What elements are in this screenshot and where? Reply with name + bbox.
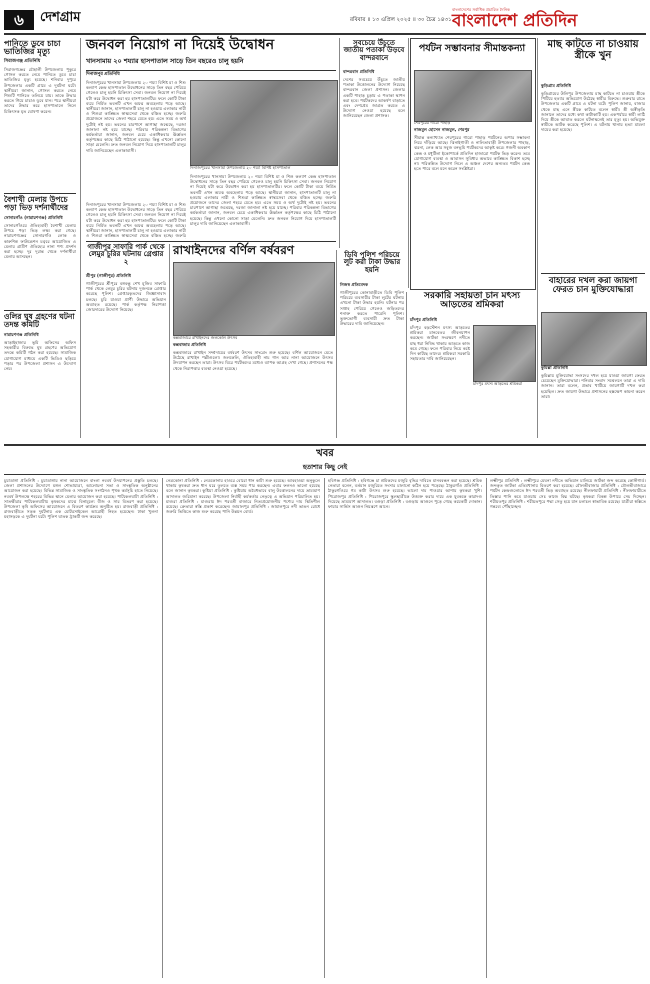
news-column-1: চুয়াডাঙ্গা প্রতিনিধি : চুয়াডাঙ্গায় নানা আয়োজনে বাংলা নববর্ষ উদযাপনের প্রস্তুতি চলছে। জেলা প্রশাসনের উদ্যোগে মঙ্গল শোভাযাত্রা, আলোচনা সভা ও সাংস্কৃতিক অনুষ্ঠানের আয়োজন করা হয়েছে। বিভিন্ন সামাজিক ও সাংস্কৃতিক সংগঠনও পৃথক কর্মসূচি হাতে নিয়েছে। নববর্ষ উপলক্ষে শহরের বিভিন্ন স্থানে মেলার আয়োজন করা হয়েছে। পাটকেলঘাটা প্রতিনিধি : সাতক্ষীরার পাটকেলঘাটায় কৃষকদের মাঝে বিনামূল্যে বীজ ও সার বিতরণ করা হয়েছে। উপজেলা কৃষি অফিসের আয়োজনে এ বিতরণ কার্যক্রম অনুষ্ঠিত হয়। রাজবাড়ী প্রতিনিধি : রাজবাড়ীতে সড়ক দুর্ঘটনায় এক মোটরসাইকেল আরোহী নিহত হয়েছেন। ঢাকা খুলনা মহাসড়কে এ দুর্ঘটনা ঘটে। পুলিশ ঘাতক ট্রাকটি জব্দ করেছে। [4,478,158,520]
rule-left-1 [4,193,76,194]
land-photo [541,312,647,366]
date-line: রবিবার ॥ ১৩ এপ্রিল ২০২৫ ॥ ৩০ চৈত্র ১৪৩১ [350,17,452,23]
byline-tourism: নাজমুল হোসেন নাজমুল, শেরপুর [414,127,470,132]
workers-photo-caption: চাঁদপুর মৎস্য আড়তের শ্রমিকরা [473,381,523,386]
lead-text-continued: দিনাজপুরের খানসামা উপজেলায় ২০ শয্যা বিশিষ্ট মা ও শিশু কল্যাণ কেন্দ্র হাসপাতাল উদ্বোধনের সাড়ে তিন বছর পেরিয়ে গেলেও চালু হয়নি চিকিৎসা সেবা। জনবল নিয়োগ না দিয়েই ঘটা করে উদ্বোধন করা হয় হাসপাতালটির। ফলে কোটি টাকা ব্যয়ে নির্মিত ভবনটি এখন অযত্ন অবহেলায় পড়ে আছে। স্থানীয়রা জানান, হাসপাতালটি চালু না হওয়ায় এলাকার নারী ও শিশুরা কাঙ্ক্ষিত স্বাস্থ্যসেবা থেকে বঞ্চিত হচ্ছে। জরুরি প্রয়োজনে তাদের জেলা শহরে যেতে হয়। এতে সময় ও অর্থ দুটোই নষ্ট হয়। ভবনের চারপাশে আগাছা জন্মেছে, দরজা জানালা নষ্ট হয়ে যাচ্ছে। পরিবার পরিকল্পনা বিভাগের কর্মকর্তারা জানান, জনবল চেয়ে একাধিকবার ঊর্ধ্বতন কর্তৃপক্ষের কাছে চিঠি পাঠানো হয়েছে। কিন্তু এখনো কোনো সাড়া মেলেনি। দ্রুত জনবল নিয়োগ দিয়ে হাসপাতালটি চালুর দাবি জানিয়েছেন এলাকাবাসী। [190,174,336,226]
headline-rakhain: রাখাইনদের বর্ণিল বর্ষবরণ [173,243,295,257]
headline-tourism: পর্যটন সম্ভাবনার সীমান্তকন্যা [418,43,526,54]
byline-land: কুমিল্লা প্রতিনিধি [541,365,568,370]
text-flag: দেশের সবচেয়ে উঁচুতে জাতীয় পতাকা উত্তোলনের উদ্যোগ নিয়েছে বান্দরবান জেলা প্রশাসন। জেলার একটি পাহাড় চূড়ায় এ পতাকা স্থাপন করা হবে। পর্যটকদের আকর্ষণ বাড়াতে এবং দেশপ্রেম জাগ্রত করতে এ উদ্যোগ নেওয়া হয়েছে বলে জানিয়েছেন জেলা প্রশাসক। [343,77,405,119]
headline-land: বাহারের দখল করা জায়গা ফেরত চান মুক্তিযোদ্ধারা [548,276,638,295]
text-rakhain: কক্সবাজারে রাখাইন সম্প্রদায়ের বর্ষবরণ উৎসব সাংগ্রেং শুরু হয়েছে। বর্ণিল আয়োজনে মেতে উঠেছে রাখাইন পল্লীগুলো। জলকেলি, ঐতিহ্যবাহী নাচ গান আর নানা আয়োজনে উৎসব উদযাপন করছেন তারা। উৎসব ঘিরে পর্যটকদের মধ্যেও ব্যাপক আগ্রহ দেখা গেছে। প্রশাসনের পক্ষ থেকে নিরাপত্তার ব্যবস্থা নেওয়া হয়েছে। [173,350,333,371]
news-divider-3 [486,478,487,978]
byline-park: শ্রীপুর (গাজীপুর) প্রতিনিধি [86,273,132,278]
text-drown: সিরাজগঞ্জের চৌহালী উপজেলায় পুকুরে গোসল করতে নেমে পানিতে ডুবে চাচা ভাতিজির মৃত্যু হয়েছে। শনিবার দুপুরে উপজেলার একটি গ্রামে এ দুর্ঘটনা ঘটে। স্থানীয়রা জানান, গোসল করতে নেমে শিশুটি পানিতে তলিয়ে যায়। তাকে উদ্ধার করতে গিয়ে চাচাও ডুবে যান। পরে স্থানীয়রা তাদের উদ্ধার করে হাসপাতালে নিলে চিকিৎসক মৃত ঘোষণা করেন। [4,67,76,114]
col-divider-2 [339,38,340,248]
byline-robbery: নিজস্ব প্রতিবেদক [340,282,369,287]
col-divider-5 [169,244,170,438]
byline-drown: সিরাজগঞ্জ প্রতিনিধি [4,59,41,64]
rule-right-1 [541,273,645,274]
byline-fish: কুড়িগ্রাম প্রতিনিধি [541,83,571,88]
text-workers: চাঁদপুর বড়স্টেশন মৎস্য আড়তের শ্রমিকরা মানবেতর জীবনযাপন করছেন। জাটকা সংরক্ষণে নদীতে মাছ ধরা নিষিদ্ধ থাকায় আড়তে কাজ কমে গেছে। ফলে পরিবার নিয়ে কষ্টে দিন কাটছে তাদের। শ্রমিকরা সরকারি সহায়তার দাবি জানিয়েছেন। [410,325,470,362]
lead-text: দিনাজপুরের খানসামা উপজেলায় ২০ শয্যা বিশিষ্ট মা ও শিশু কল্যাণ কেন্দ্র হাসপাতাল উদ্বোধনের সাড়ে তিন বছর পেরিয়ে গেলেও চালু হয়নি চিকিৎসা সেবা। জনবল নিয়োগ না দিয়েই ঘটা করে উদ্বোধন করা হয় হাসপাতালটির। ফলে কোটি টাকা ব্যয়ে নির্মিত ভবনটি এখন অযত্ন অবহেলায় পড়ে আছে। স্থানীয়রা জানান, হাসপাতালটি চালু না হওয়ায় এলাকার নারী ও শিশুরা কাঙ্ক্ষিত স্বাস্থ্যসেবা থেকে বঞ্চিত হচ্ছে। জরুরি প্রয়োজনে তাদের জেলা শহরে যেতে হয়। এতে সময় ও অর্থ দুটোই নষ্ট হয়। ভবনের চারপাশে আগাছা জন্মেছে, দরজা জানালা নষ্ট হয়ে যাচ্ছে। পরিবার পরিকল্পনা বিভাগের কর্মকর্তারা জানান, জনবল চেয়ে একাধিকবার ঊর্ধ্বতন কর্তৃপক্ষের কাছে চিঠি পাঠানো হয়েছে। কিন্তু এখনো কোনো সাড়া মেলেনি। দ্রুত জনবল নিয়োগ দিয়ে হাসপাতালটি চালুর দাবি জানিয়েছেন এলাকাবাসী। [86,80,186,153]
text-oli: আড়াইহাজার ভূমি অফিসের অফিস সহকারীর বিরুদ্ধে ঘুষ গ্রহণের অভিযোগ তদন্তে কমিটি গঠন করা হয়েছে। সামাজিক যোগাযোগ মাধ্যমে একটি ভিডিও ছড়িয়ে পড়ার পর উপজেলা প্রশাসন এ উদ্যোগ নেয়। [4,340,76,372]
headline-flag: সবচেয়ে উঁচুতে জাতীয় পতাকা উড়বে বান্দরবানে [343,39,405,62]
section-name: দেশগ্রাম [40,10,81,25]
byline-flag: বান্দরবান প্রতিনিধি [343,69,375,74]
news-section-top-rule [4,444,646,446]
text-tourism: সীমান্ত কন্যাখ্যাত শেরপুরের গারো পাহাড় পর্যটনের অপার সম্ভাবনা নিয়ে দাঁড়িয়ে আছে। ঝিনাইগাতী ও নালিতাবাড়ী উপজেলার পাহাড়, ঝরনা, লেক আর সবুজ বনভূমি পর্যটকদের আকৃষ্ট করে। গজনী অবকাশ কেন্দ্র ও মধুটিলা ইকোপার্কে প্রতিদিন হাজারো পর্যটক ভিড় করেন। তবে যোগাযোগ ব্যবস্থা ও আবাসন সুবিধার অভাবে কাঙ্ক্ষিত বিকাশ হচ্ছে না। পরিকল্পিত উদ্যোগ নিলে এ অঞ্চল দেশের অন্যতম পর্যটন কেন্দ্র হতে পারে বলে মনে করেন সংশ্লিষ্টরা। [414,135,530,172]
logo: বাংলাদেশ প্রতিদিন [452,11,578,31]
text-robbery: গাজীপুরের কোনাবাড়ীতে ডিবি পুলিশ পরিচয়ে ব্যবসায়ীর টাকা লুটের ঘটনায় এখনো টাকা উদ্ধার হয়নি। ঘটনার পর সপ্তাহ পেরিয়ে গেলেও জড়িতদের শনাক্ত করতে পারেনি পুলিশ। ভুক্তভোগী ব্যবসায়ী দ্রুত টাকা উদ্ধারের দাবি জানিয়েছেন। [340,290,404,327]
lead-byline: দিনাজপুর প্রতিনিধি [86,72,120,77]
lead-photo-caption: দিনাজপুরের খানসামা উপজেলায় ২০ শয্যা বিশিষ্ট হাসপাতাল [190,165,291,170]
headline-park: গাজীপুর সাফারি পার্ক থেকে লেমুর চুরির ঘটনায় গ্রেপ্তার ২ [87,243,165,266]
col-divider-6 [336,250,337,438]
workers-photo [473,325,536,382]
col-divider-7 [406,292,407,438]
lead-subheadline: খানসামায় ২০ শয্যার হাসপাতাল সাড়ে তিন বছরেও চালু হয়নি [86,57,244,65]
lead-headline: জনবল নিয়োগ না দিয়েই উদ্বোধন [86,37,275,53]
text-fair: সোনারগাঁওয়ে ঐতিহ্যবাহী বৈশাখী মেলায় উপচে পড়া ভিড় লক্ষ্য করা গেছে। নারায়ণগঞ্জের সোনারগাঁও লোক ও কারুশিল্প ফাউন্ডেশন চত্বরে আয়োজিত এ মেলায় গ্রামীণ ঐতিহ্যের নানা পণ্য প্রদর্শন করা হচ্ছে। দূর দূরান্ত থেকে দর্শনার্থীরা মেলায় আসছেন। [4,223,76,260]
byline-oli: নারায়ণগঞ্জ প্রতিনিধি [4,332,39,337]
news-column-3: হবিগঞ্জ প্রতিনিধি : হবিগঞ্জে চা শ্রমিকদের মজুরি বৃদ্ধির দাবিতে মানববন্ধন করা হয়েছে। শ্রমিক নেতারা বলেন, বর্তমান মজুরিতে সংসার চালানো কঠিন হয়ে পড়েছে। ঠাকুরগাঁও প্রতিনিধি : ঠাকুরগাঁওয়ে গম কাটা উৎসব শুরু হয়েছে। ভালো দাম পাওয়ার আশায় কৃষকরা খুশি। পিরোজপুর প্রতিনিধি : পিরোজপুরে স্কুলছাত্রীকে উত্ত্যক্ত করার দায়ে এক যুবককে কারাদণ্ড দিয়েছে ভ্রাম্যমাণ আদালত। বগুড়া প্রতিনিধি : বগুড়ায় আগুনে পুড়ে গেছে কয়েকটি দোকান। ফায়ার সার্ভিস আগুন নিয়ন্ত্রণে আনে। [328,478,482,510]
news-section-header-rule [4,474,646,475]
news-section-header: খবর [316,448,334,459]
text-land: কুমিল্লায় মুক্তিযোদ্ধা সংসদের দখল হয়ে যাওয়া জায়গা ফেরত চেয়েছেন মুক্তিযোদ্ধারা। শনিবার সংবাদ সম্মেলনে তারা এ দাবি জানান। তারা বলেন, প্রভাব খাটিয়ে জায়গাটি দখল করা হয়েছিল। দ্রুত জায়গা উদ্ধারে প্রশাসনের হস্তক্ষেপ কামনা করেন তারা। [541,373,645,399]
news-divider-1 [162,478,163,978]
logo-tagline: বাংলাদেশের সর্বাধিক প্রচারিত দৈনিক [452,7,510,12]
byline-rakhain: কক্সবাজার প্রতিনিধি [173,342,206,347]
lead-text-col2: দিনাজপুরের খানসামা উপজেলায় ২০ শয্যা বিশিষ্ট মা ও শিশু কল্যাণ কেন্দ্র হাসপাতাল উদ্বোধনের সাড়ে তিন বছর পেরিয়ে গেলেও চালু হয়নি চিকিৎসা সেবা। জনবল নিয়োগ না দিয়েই ঘটা করে উদ্বোধন করা হয় হাসপাতালটির। ফলে কোটি টাকা ব্যয়ে নির্মিত ভবনটি এখন অযত্ন অবহেলায় পড়ে আছে। স্থানীয়রা জানান, হাসপাতালটি চালু না হওয়ায় এলাকার নারী ও শিশুরা কাঙ্ক্ষিত স্বাস্থ্যসেবা থেকে বঞ্চিত হচ্ছে। জরুরি [86,202,186,239]
news-column-4: লক্ষ্মীপুর প্রতিনিধি : লক্ষ্মীপুরে মেঘনা নদীতে অভিযান চালিয়ে জাটকা জব্দ করেছে কোস্টগার্ড। জব্দকৃত জাটকা এতিমখানায় বিতরণ করা হয়েছে। মৌলভীবাজার প্রতিনিধি : মৌলভীবাজারে পর্যটন কেন্দ্রগুলোতে ঈদ পরবর্তী ভিড় অব্যাহত রয়েছে। নীলফামারী প্রতিনিধি : নীলফামারীতে তিস্তার পানি কমে যাওয়ায় সেচ কাজে বিঘ্ন ঘটছে। কৃষকরা বিকল্প উপায়ে সেচ দিচ্ছেন। শরীয়তপুর প্রতিনিধি : শরীয়তপুরে পদ্মা সেতু হয়ে যান চলাচল স্বাভাবিক রয়েছে। যাত্রীরা স্বস্তিতে গন্তব্যে পৌঁছাচ্ছেন। [490,478,646,510]
masthead-rule [4,33,646,35]
lead-bottom-rule [86,241,336,242]
tourism-photo [414,70,532,122]
headline-workers: সরকারি সহায়তা চান মৎস্য আড়তের শ্রমিকরা [424,291,520,311]
rule-left-2 [4,310,76,311]
news-column-2: নেত্রকোনা প্রতিনিধি : নেত্রকোনায় হাওরে বোরো ধান কাটা শুরু হয়েছে। আবহাওয়া অনুকূলে থাকায় কৃষকরা দ্রুত ধান ঘরে তুলতে ব্যস্ত সময় পার করছেন। এবার ফলনও ভালো হয়েছে বলে জানান কৃষকরা। কুষ্টিয়া প্রতিনিধি : কুষ্টিয়ায় অবৈধভাবে বালু উত্তোলনের দায়ে ভ্রাম্যমাণ আদালত জরিমানা করেছে। উপজেলা নির্বাহী কর্মকর্তার নেতৃত্বে এ অভিযান পরিচালিত হয়। মাগুরা প্রতিনিধি : মাগুরায় ঈদ পরবর্তী বাজারে নিত্যপ্রয়োজনীয় পণ্যের দাম স্থিতিশীল রয়েছে। ক্রেতারা স্বস্তি প্রকাশ করেছেন। জামালপুর প্রতিনিধি : জামালপুরে নদী ভাঙন রোধে জরুরি ভিত্তিতে কাজ শুরু করেছে পানি উন্নয়ন বোর্ড। [166,478,320,515]
headline-fair: বৈশাখী মেলায় উপচে পড়া ভিড় দর্শনার্থীদের [4,195,69,212]
text-park: গাজীপুরের শ্রীপুরে বঙ্গবন্ধু শেখ মুজিব সাফারি পার্ক থেকে লেমুর চুরির ঘটনায় দুজনকে গ্রেপ্তার করেছে পুলিশ। গ্রেপ্তারকৃতদের জিজ্ঞাসাবাদ চলছে। চুরি যাওয়া প্রাণী উদ্ধারে অভিযান অব্যাহত রয়েছে। পার্ক কর্তৃপক্ষ নিরাপত্তা জোরদারের উদ্যোগ নিয়েছে। [86,281,166,313]
byline-fair: সোনারগাঁও (নারায়ণগঞ্জ) প্রতিনিধি [4,215,63,220]
byline-workers: চাঁদপুর প্রতিনিধি [410,317,437,322]
headline-fish: মাছ কাটতে না চাওয়ায় স্ত্রীকে খুন [547,39,639,61]
headline-oli: ওলির ঘুষ গ্রহণের ঘটনা তদন্ত কমিটি [4,312,75,329]
news-section-subheader: হতাশার কিছু নেই [302,463,348,471]
lead-photo [190,80,338,166]
news-divider-2 [324,478,325,978]
headline-robbery: ডিবি পুলিশ পরিচয়ে লুট করা টাকা উদ্ধার হয়নি [343,251,401,274]
tourism-photo-caption: শেরপুরের গারো পাহাড় [414,120,451,125]
headline-drown: পানিতে ডুবে চাচা ভাতিজির মৃত্যু [4,39,61,57]
text-fish: কুড়িগ্রামের উলিপুর উপজেলায় মাছ কাটতে না চাওয়ায় স্ত্রীকে পিটিয়ে হত্যার অভিযোগ উঠেছে স্বামীর বিরুদ্ধে। শুক্রবার রাতে উপজেলার একটি গ্রামে এ ঘটনা ঘটে। পুলিশ জানায়, বাজার থেকে মাছ এনে স্ত্রীকে কাটতে বলেন স্বামী। স্ত্রী অস্বীকৃতি জানালে তাদের মধ্যে কথা কাটাকাটি হয়। একপর্যায়ে স্বামী লাঠি দিয়ে স্ত্রীকে আঘাত করলে ঘটনাস্থলেই তার মৃত্যু হয়। অভিযুক্ত স্বামীকে আটক করেছে পুলিশ। এ ঘটনায় থানায় হত্যা মামলা দায়ের করা হয়েছে। [541,91,645,133]
col-divider-4 [537,38,538,438]
col-divider-1 [80,38,81,438]
rakhain-photo [173,262,335,336]
lead-rule [86,70,336,71]
page-number: ৬ [4,10,34,30]
col-divider-3 [408,38,409,288]
rakhain-photo-caption: কক্সবাজারে রাখাইনদের জলকেলি উৎসব [173,335,238,340]
